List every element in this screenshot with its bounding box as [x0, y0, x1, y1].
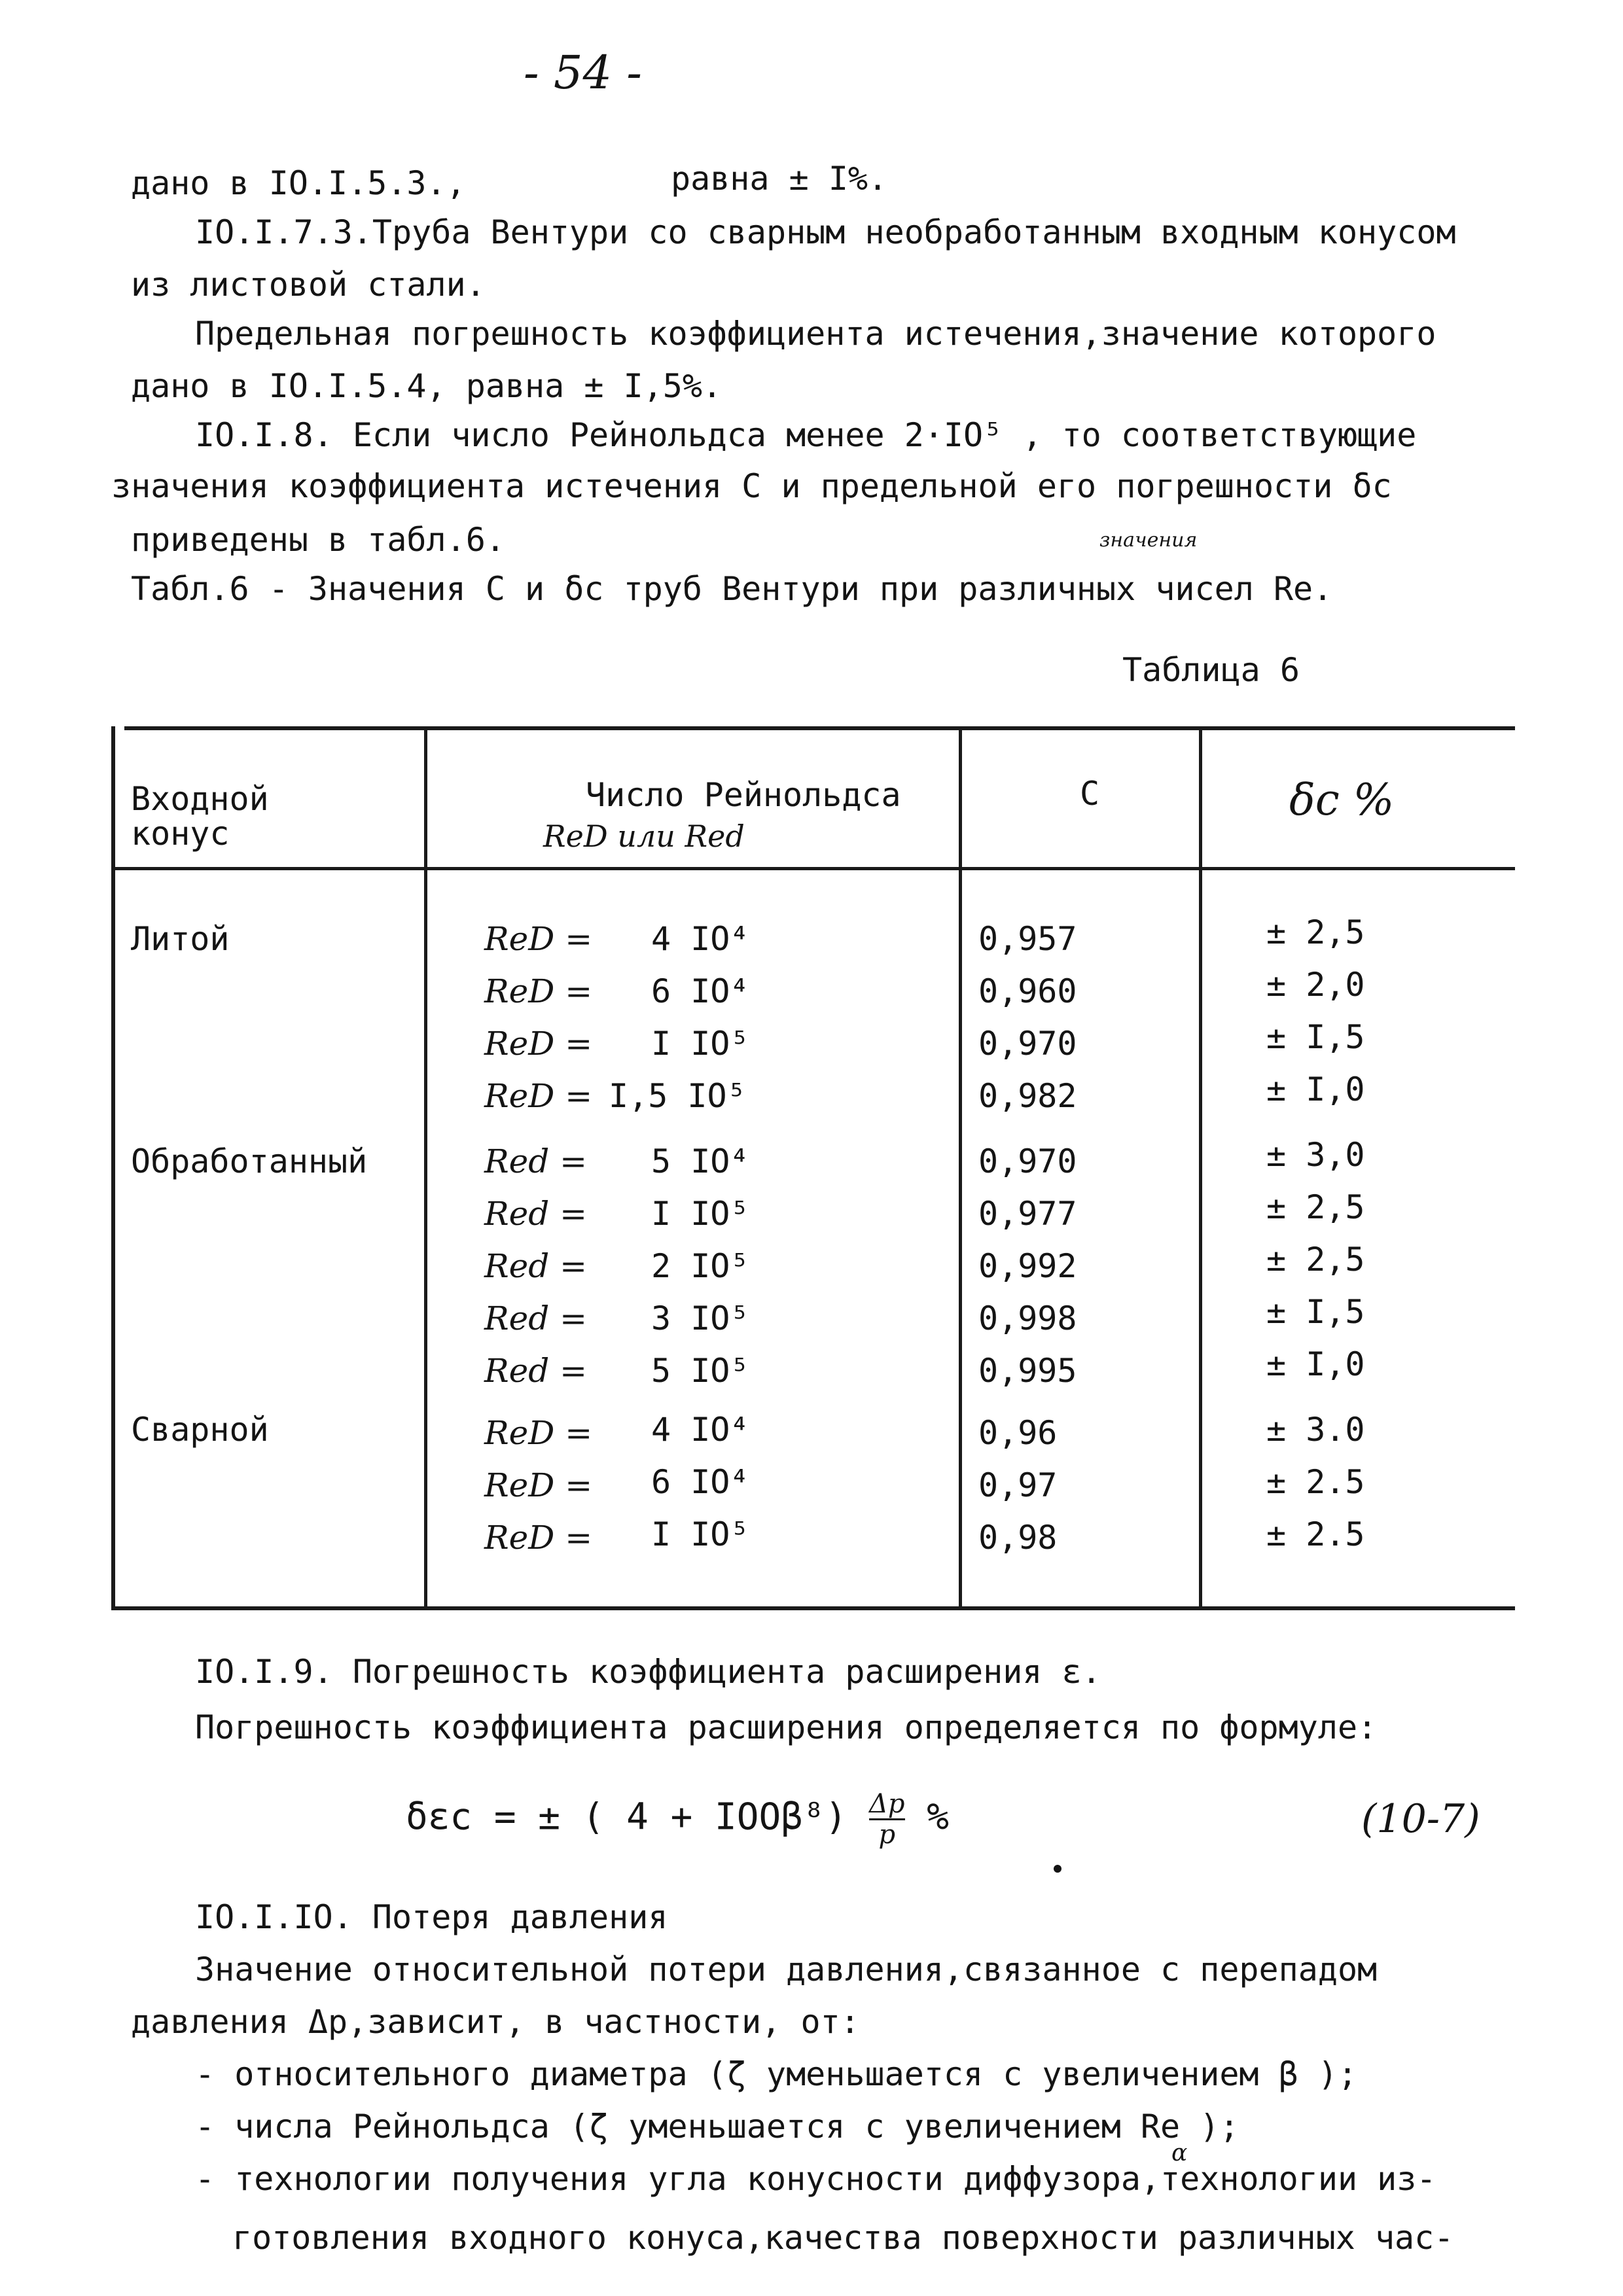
table-top-rule [124, 726, 1515, 730]
re-value: 4 IO⁴ [651, 920, 750, 958]
table-col-divider-1 [424, 726, 427, 1610]
re-value: 2 IO⁵ [651, 1247, 750, 1285]
section-10-1-9: IO.I.9. Погрешность коэффициента расширения ε. [195, 1653, 1101, 1691]
re-symbol: ReD = [484, 1519, 593, 1557]
formula-10-7 [406, 1790, 949, 1849]
delta-value: ± 2.5 [1266, 1463, 1365, 1501]
re-value: 6 IO⁴ [651, 972, 750, 1010]
c-value: 0,957 [978, 920, 1077, 958]
c-value: 0,960 [978, 972, 1077, 1010]
re-symbol: Red = [484, 1195, 588, 1233]
text-pressure-1: Значение относительной потери давления,связанное с перепадом [195, 1951, 1378, 1988]
handwritten-insert: значения [1099, 529, 1198, 552]
bullet-reynolds: - числа Рейнольдса (ζ уменьшается с увеличением Re ); [195, 2108, 1240, 2146]
re-symbol: Red = [484, 1142, 588, 1180]
text-line-6: IO.I.8. Если число Рейнольдса менее 2·IO⁵ , то соответствующие [195, 416, 1417, 454]
formula-numerator: Δp [869, 1789, 905, 1819]
table-left-border [111, 726, 115, 1610]
table-col-divider-2 [959, 726, 962, 1610]
delta-value: ± I,0 [1266, 1070, 1365, 1108]
text-line-5: дано в IO.I.5.4, равна ± I,5%. [131, 367, 722, 405]
c-value: 0,970 [978, 1025, 1077, 1063]
re-symbol: Red = [484, 1247, 588, 1285]
re-value: 5 IO⁵ [651, 1352, 750, 1390]
formula-fraction [869, 1790, 905, 1849]
c-value: 0,992 [978, 1247, 1077, 1285]
delta-value: ± 2,5 [1266, 1241, 1365, 1279]
stray-dot [1054, 1865, 1061, 1873]
header-c: C [1080, 775, 1100, 813]
group-name-cast: Литой [131, 920, 230, 958]
re-value: 4 IO⁴ [651, 1411, 750, 1449]
text-line-8: приведены в табл.6. [131, 521, 505, 559]
re-value: 5 IO⁴ [651, 1142, 750, 1180]
text-line-1b: равна ± I%. [671, 160, 888, 198]
c-value: 0,998 [978, 1299, 1077, 1337]
c-value: 0,98 [978, 1519, 1058, 1557]
delta-value: ± 2.5 [1266, 1515, 1365, 1553]
re-symbol: ReD = [484, 972, 593, 1010]
text-pressure-2: давления Δp,зависит, в частности, от: [131, 2003, 860, 2041]
re-value: I IO⁵ [651, 1025, 750, 1063]
header-re-sub: ReD или Red [543, 819, 745, 854]
alpha-mark: α [1171, 2140, 1188, 2166]
re-symbol: Red = [484, 1299, 588, 1337]
c-value: 0,982 [978, 1077, 1077, 1115]
c-value: 0,97 [978, 1466, 1058, 1504]
re-symbol: ReD = [484, 1025, 593, 1063]
delta-value: ± 3.0 [1266, 1411, 1365, 1449]
re-value: I IO⁵ [651, 1195, 750, 1233]
delta-value: ± I,5 [1266, 1018, 1365, 1056]
re-value: 6 IO⁴ [651, 1463, 750, 1501]
delta-value: ± 2,5 [1266, 1188, 1365, 1226]
c-value: 0,96 [978, 1414, 1058, 1452]
formula-denominator: p [869, 1818, 905, 1849]
bullet-diameter: - относительного диаметра (ζ уменьшается с увеличением β ); [195, 2055, 1358, 2093]
header-re: Число Рейнольдса [586, 776, 901, 814]
formula-unit: % [927, 1795, 949, 1839]
equation-number: (10-7) [1361, 1796, 1480, 1842]
page-number: - 54 - [524, 46, 642, 99]
re-symbol: Red = [484, 1352, 588, 1390]
table-caption: Табл.6 - Значения C и δc труб Вентури при различных чисел Re. [131, 570, 1333, 608]
bullet-technology: - технологии получения угла конусности диффузора,технологии из- [195, 2160, 1436, 2198]
table-bottom-rule [111, 1606, 1515, 1610]
re-value: I,5 IO⁵ [609, 1077, 747, 1115]
header-cone: Входной конус [131, 780, 269, 853]
c-value: 0,977 [978, 1195, 1077, 1233]
delta-value: ± I,5 [1266, 1293, 1365, 1331]
table-col-divider-3 [1199, 726, 1202, 1610]
section-10-1-10: IO.I.IO. Потеря давления [195, 1898, 668, 1936]
text-formula-intro: Погрешность коэффициента расширения определяется по формуле: [195, 1708, 1378, 1746]
delta-value: ± 2,5 [1266, 913, 1365, 951]
text-line-2: IO.I.7.3.Труба Вентури со сварным необработанным входным конусом [195, 213, 1456, 251]
delta-value: ± 3,0 [1266, 1136, 1365, 1174]
c-value: 0,995 [978, 1352, 1077, 1390]
re-value: 3 IO⁵ [651, 1299, 750, 1337]
text-line-3: из листовой стали. [131, 266, 486, 304]
text-line-7: значения коэффициента истечения С и предельной его погрешности δc [111, 467, 1392, 505]
c-value: 0,970 [978, 1142, 1077, 1180]
table-title: Таблица 6 [1122, 651, 1300, 689]
table-header-rule [115, 867, 1515, 870]
delta-value: ± I,0 [1266, 1345, 1365, 1383]
delta-value: ± 2,0 [1266, 966, 1365, 1004]
group-name-machined: Обработанный [131, 1142, 368, 1180]
re-symbol: ReD = [484, 1077, 593, 1115]
re-value: I IO⁵ [651, 1515, 750, 1553]
group-name-welded: Сварной [131, 1411, 269, 1449]
text-continuation: готовления входного конуса,качества поверхности различных час- [232, 2219, 1454, 2257]
re-symbol: ReD = [484, 1414, 593, 1452]
text-line-4: Предельная погрешность коэффициента истечения,значение которого [195, 315, 1436, 353]
header-delta: δc % [1289, 775, 1395, 825]
text-line-1a: дано в IO.I.5.3., [131, 164, 466, 202]
re-symbol: ReD = [484, 920, 593, 958]
re-symbol: ReD = [484, 1466, 593, 1504]
formula-lhs: δεc = ± ( 4 + IOOβ⁸) [406, 1795, 847, 1839]
